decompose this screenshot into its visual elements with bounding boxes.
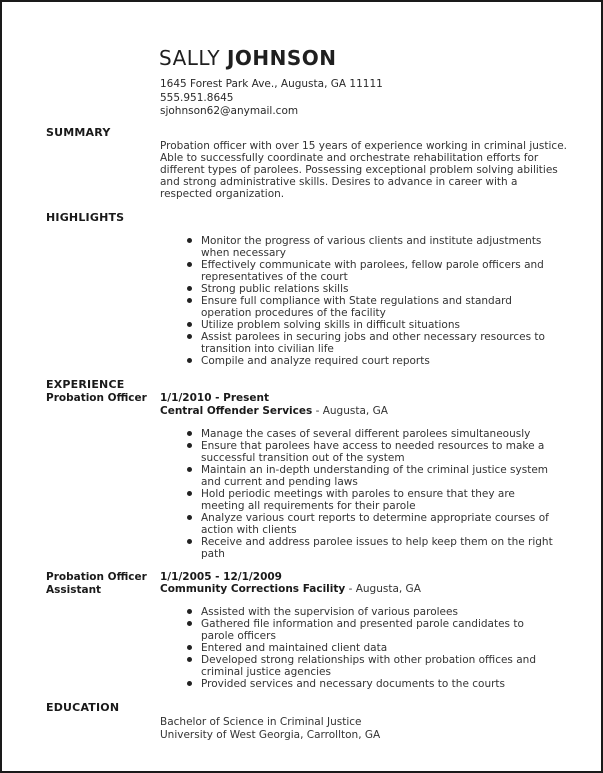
job-dates: 1/1/2005 - 12/1/2009: [160, 571, 282, 583]
candidate-name: [159, 46, 337, 70]
education-heading: EDUCATION: [46, 701, 120, 714]
list-item: Maintain an in-depth understanding of the criminal justice system and current and pending laws: [187, 464, 559, 488]
summary-text: Probation officer with over 15 years of experience working in criminal justice. Able to successfully coordinate and orchestrate rehabilitation efforts for different types of parolees. Possessing exceptional problem solving abilities and strong administrative skills. Desires to advance in career with a respected organization.: [160, 140, 567, 200]
list-item: Assist parolees in securing jobs and other necessary resources to transition into civilian life: [187, 331, 559, 355]
list-item: Entered and maintained client data: [187, 642, 559, 654]
education-details: [160, 716, 380, 741]
summary-heading: SUMMARY: [46, 126, 111, 139]
list-item: Utilize problem solving skills in difficult situations: [187, 319, 559, 331]
list-item: Developed strong relationships with other probation offices and criminal justice agencies: [187, 654, 559, 678]
list-item: Provided services and necessary documents to the courts: [187, 678, 559, 690]
list-item: Hold periodic meetings with paroles to ensure that they are meeting all requirements for their parole: [187, 488, 559, 512]
list-item: Assisted with the supervision of various parolees: [187, 606, 559, 618]
list-item: Receive and address parolee issues to help keep them on the right path: [187, 536, 559, 560]
school: University of West Georgia, Carrollton, GA: [160, 728, 381, 741]
highlights-list: [187, 235, 559, 367]
last-name: JOHNSON: [226, 46, 337, 70]
list-item: Compile and analyze required court reports: [187, 355, 559, 367]
list-item: Ensure that parolees have access to needed resources to make a successful transition out of the system: [187, 440, 559, 464]
job-dates: 1/1/2010 - Present: [160, 392, 270, 404]
job-title: Probation Officer: [46, 392, 147, 404]
list-item: Manage the cases of several different parolees simultaneously: [187, 428, 559, 440]
job-employer: [160, 583, 421, 595]
employer-name: Central Offender Services: [160, 405, 313, 417]
first-name: SALLY: [159, 46, 221, 70]
list-item: Effectively communicate with parolees, fellow parole officers and representatives of the court: [187, 259, 559, 283]
employer-name: Community Corrections Facility: [160, 583, 346, 595]
list-item: Strong public relations skills: [187, 283, 559, 295]
employer-location: - Augusta, GA: [345, 583, 421, 595]
email: sjohnson62@anymail.com: [160, 105, 299, 117]
list-item: Ensure full compliance with State regulations and standard operation procedures of the facility: [187, 295, 559, 319]
phone: 555.951.8645: [160, 91, 234, 104]
highlights-heading: HIGHLIGHTS: [46, 211, 125, 224]
contact-info: [160, 78, 383, 119]
job-duties-list: [187, 606, 559, 690]
job-duties-list: [187, 428, 559, 560]
job-title: Probation Officer Assistant: [46, 571, 147, 596]
experience-heading: EXPERIENCE: [46, 378, 125, 391]
employer-location: - Augusta, GA: [312, 405, 388, 417]
list-item: Gathered file information and presented parole candidates to parole officers: [187, 618, 559, 642]
list-item: Monitor the progress of various clients and institute adjustments when necessary: [187, 235, 559, 259]
list-item: Analyze various court reports to determine appropriate courses of action with clients: [187, 512, 559, 536]
job-employer: [160, 405, 388, 417]
degree: Bachelor of Science in Criminal Justice: [160, 716, 362, 728]
address: 1645 Forest Park Ave., Augusta, GA 11111: [160, 78, 383, 90]
